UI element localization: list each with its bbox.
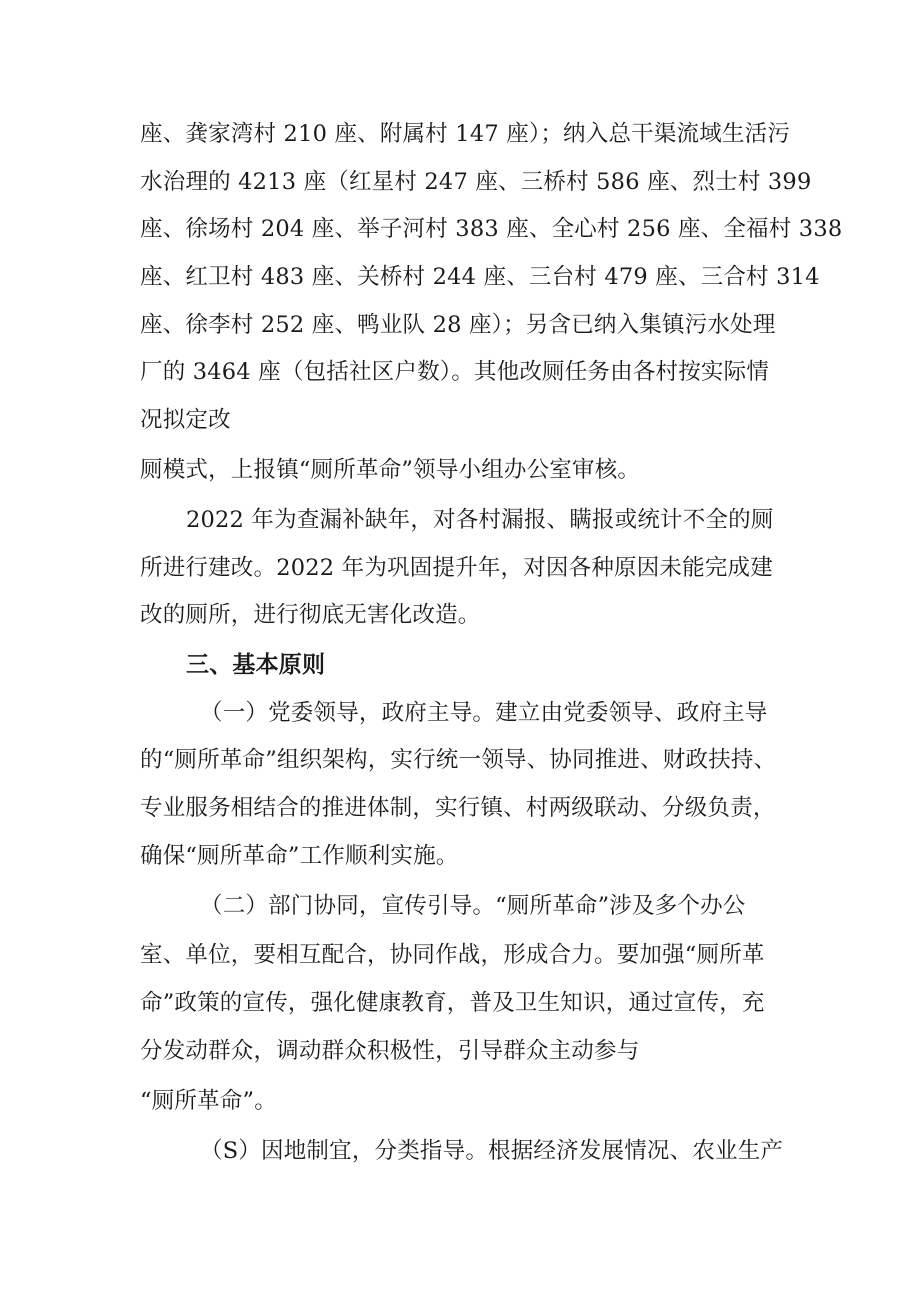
- paragraph-first-line: 2022 年为查漏补缺年，对各村漏报、瞒报或统计不全的厕: [186, 507, 774, 533]
- paragraph-first-line: （S）因地制宜，分类指导。根据经济发展情况、农业生产: [200, 1138, 784, 1164]
- paragraph-first-line: （二）部门协同，宣传引导。“厕所革命”涉及多个办公: [200, 893, 746, 919]
- text-line: 座、徐李村 252 座、鸭业队 28 座）；另含已纳入集镇污水处理: [140, 312, 776, 338]
- text-line: 座、徐场村 204 座、举子河村 383 座、全心村 256 座、全福村 338: [140, 216, 843, 242]
- text-line: 厕模式，上报镇“厕所革命”领导小组办公室审核。: [140, 457, 641, 483]
- text-line: 分发动群众，调动群众积极性，引导群众主动参与: [140, 1038, 640, 1064]
- text-line: 命”政策的宣传，强化健康教育，普及卫生知识，通过宣传，充: [140, 990, 765, 1016]
- text-line: 确保“厕所革命”工作顺利实施。: [140, 843, 459, 869]
- paragraph-first-line: （一）党委领导，政府主导。建立由党委领导、政府主导: [200, 700, 768, 726]
- section-heading: 三、基本原则: [186, 652, 326, 678]
- text-line: 座、龚家湾村 210 座、附属村 147 座）；纳入总干渠流域生活污: [140, 121, 791, 147]
- text-line: 专业服务相结合的推进体制，实行镇、村两级联动、分级负责，: [140, 795, 776, 821]
- text-line: 的“厕所革命”组织架构，实行统一领导、协同推进、财政扶持、: [140, 747, 777, 773]
- text-line: 座、红卫村 483 座、关桥村 244 座、三台村 479 座、三合村 314: [140, 264, 820, 290]
- text-line: 室、单位，要相互配合，协同作战，形成合力。要加强“厕所革: [140, 942, 765, 968]
- text-line: 水治理的 4213 座（红星村 247 座、三桥村 586 座、烈士村 399: [140, 169, 812, 195]
- text-line: 改的厕所，进行彻底无害化改造。: [140, 602, 481, 628]
- text-line: “厕所革命”。: [140, 1088, 277, 1114]
- text-line: 所进行建改。2022 年为巩固提升年，对因各种原因未能完成建: [140, 555, 773, 581]
- text-line: 厂的 3464 座（包括社区户数）。其他改厕任务由各村按实际情: [140, 359, 770, 385]
- text-line: 况拟定改: [140, 407, 231, 433]
